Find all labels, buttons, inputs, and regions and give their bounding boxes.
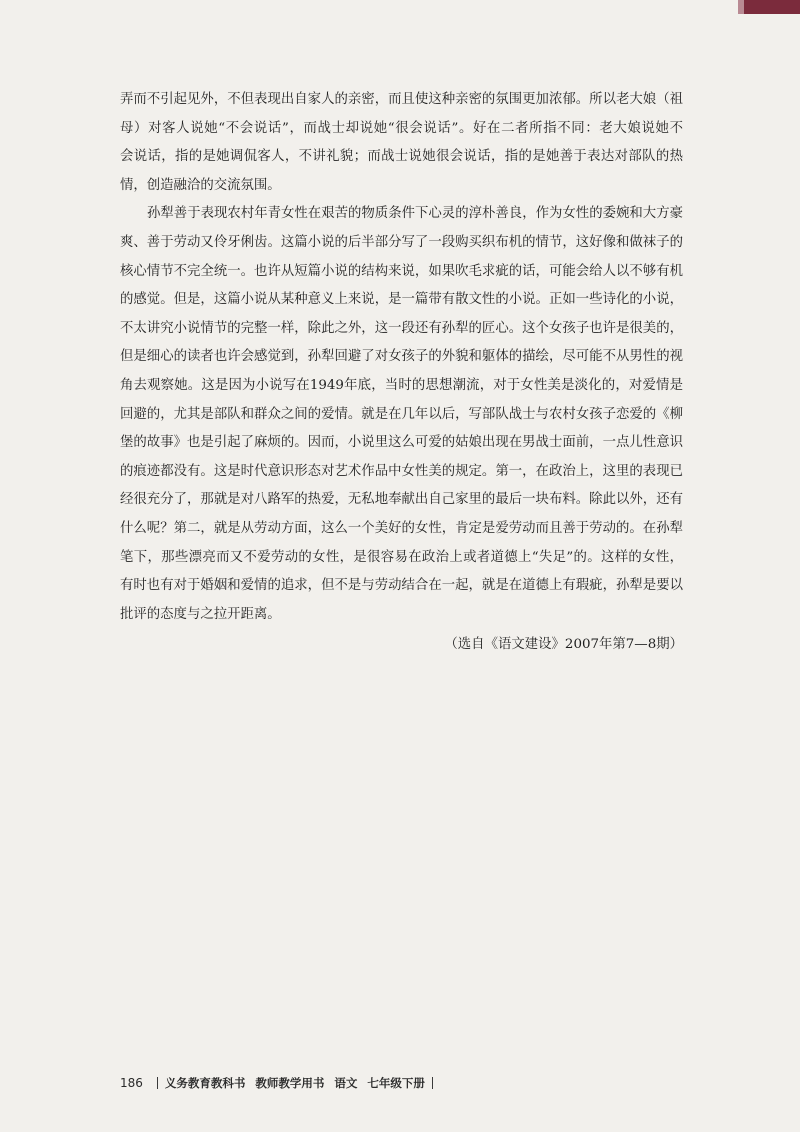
text-line: 的痕迹都没有。这是时代意识形态对艺术作品中女性美的规定。第一，在政治上，这里的表现已	[120, 463, 683, 479]
page-number: 186	[120, 1076, 143, 1090]
paragraph	[120, 200, 683, 629]
text-line: 经很充分了，那就是对八路军的热爱，无私地奉献出自己家里的最后一块布料。除此以外，还有	[120, 492, 683, 508]
footer-grade: 七年级下册	[367, 1076, 425, 1090]
text-line: 核心情节不完全统一。也许从短篇小说的结构来说，如果吹毛求疵的话，可能会给人以不够有机	[120, 263, 683, 279]
text-line: 的感觉。但是，这篇小说从某种意义上来说，是一篇带有散文性的小说。正如一些诗化的小说，	[120, 292, 683, 308]
paragraph	[120, 86, 683, 200]
text-line: 但是细心的读者也许会感觉到，孙犁回避了对女孩子的外貌和躯体的描绘，尽可能不从男性的视	[120, 349, 683, 365]
text-line: 母）对客人说她“不会说话”，而战士却说她“很会说话”。好在二者所指不同：老大娘说她不	[120, 120, 683, 136]
text-line: 什么呢？第二，就是从劳动方面，这么一个美好的女性，肯定是爱劳动而且善于劳动的。在孙犁	[120, 520, 683, 536]
text-line: 堡的故事》也是引起了麻烦的。因而，小说里这么可爱的姑娘出现在男战士面前，一点儿性意识	[120, 435, 683, 451]
text-line: 角去观察她。这是因为小说写在1949年底，当时的思想潮流，对于女性美是淡化的，对爱情是	[120, 377, 683, 393]
footer-book-type: 教师教学用书	[255, 1076, 325, 1090]
footer-divider	[432, 1077, 433, 1089]
text-line: 不太讲究小说情节的完整一样，除此之外，这一段还有孙犁的匠心。这个女孩子也许是很美的，	[120, 320, 683, 336]
text-line: 笔下，那些漂亮而又不爱劳动的女性，是很容易在政治上或者道德上“失足”的。这样的女性，	[120, 549, 683, 565]
text-line: 会说话，指的是她调侃客人，不讲礼貌；而战士说她很会说话，指的是她善于表达对部队的热	[120, 149, 683, 165]
page-footer	[120, 1074, 433, 1092]
footer-book-series: 义务教育教科书	[164, 1076, 246, 1090]
corner-tab	[744, 0, 800, 14]
text-line: 孙犁善于表现农村年青女性在艰苦的物质条件下心灵的淳朴善良，作为女性的委婉和大方豪	[147, 206, 683, 222]
article-body	[120, 86, 683, 629]
text-line: 回避的，尤其是部队和群众之间的爱情。就是在几年以后，写部队战士与农村女孩子恋爱的《柳	[120, 406, 683, 422]
source-citation: （选自《语文建设》2007年第7—8期）	[444, 637, 683, 652]
text-line: 批评的态度与之拉开距离。	[120, 606, 281, 622]
text-line: 弄而不引起见外，不但表现出自家人的亲密，而且使这种亲密的氛围更加浓郁。所以老大娘（祖	[120, 92, 683, 107]
footer-subject: 语文	[334, 1076, 358, 1090]
text-line: 有时也有对于婚姻和爱情的追求，但不是与劳动结合在一起，就是在道德上有瑕疵，孙犁是要以	[120, 578, 683, 594]
text-line: 爽、善于劳动又伶牙俐齿。这篇小说的后半部分写了一段购买织布机的情节，这好像和做袜子的	[120, 234, 683, 250]
footer-divider	[157, 1077, 158, 1089]
text-line: 情，创造融洽的交流氛围。	[120, 177, 281, 193]
